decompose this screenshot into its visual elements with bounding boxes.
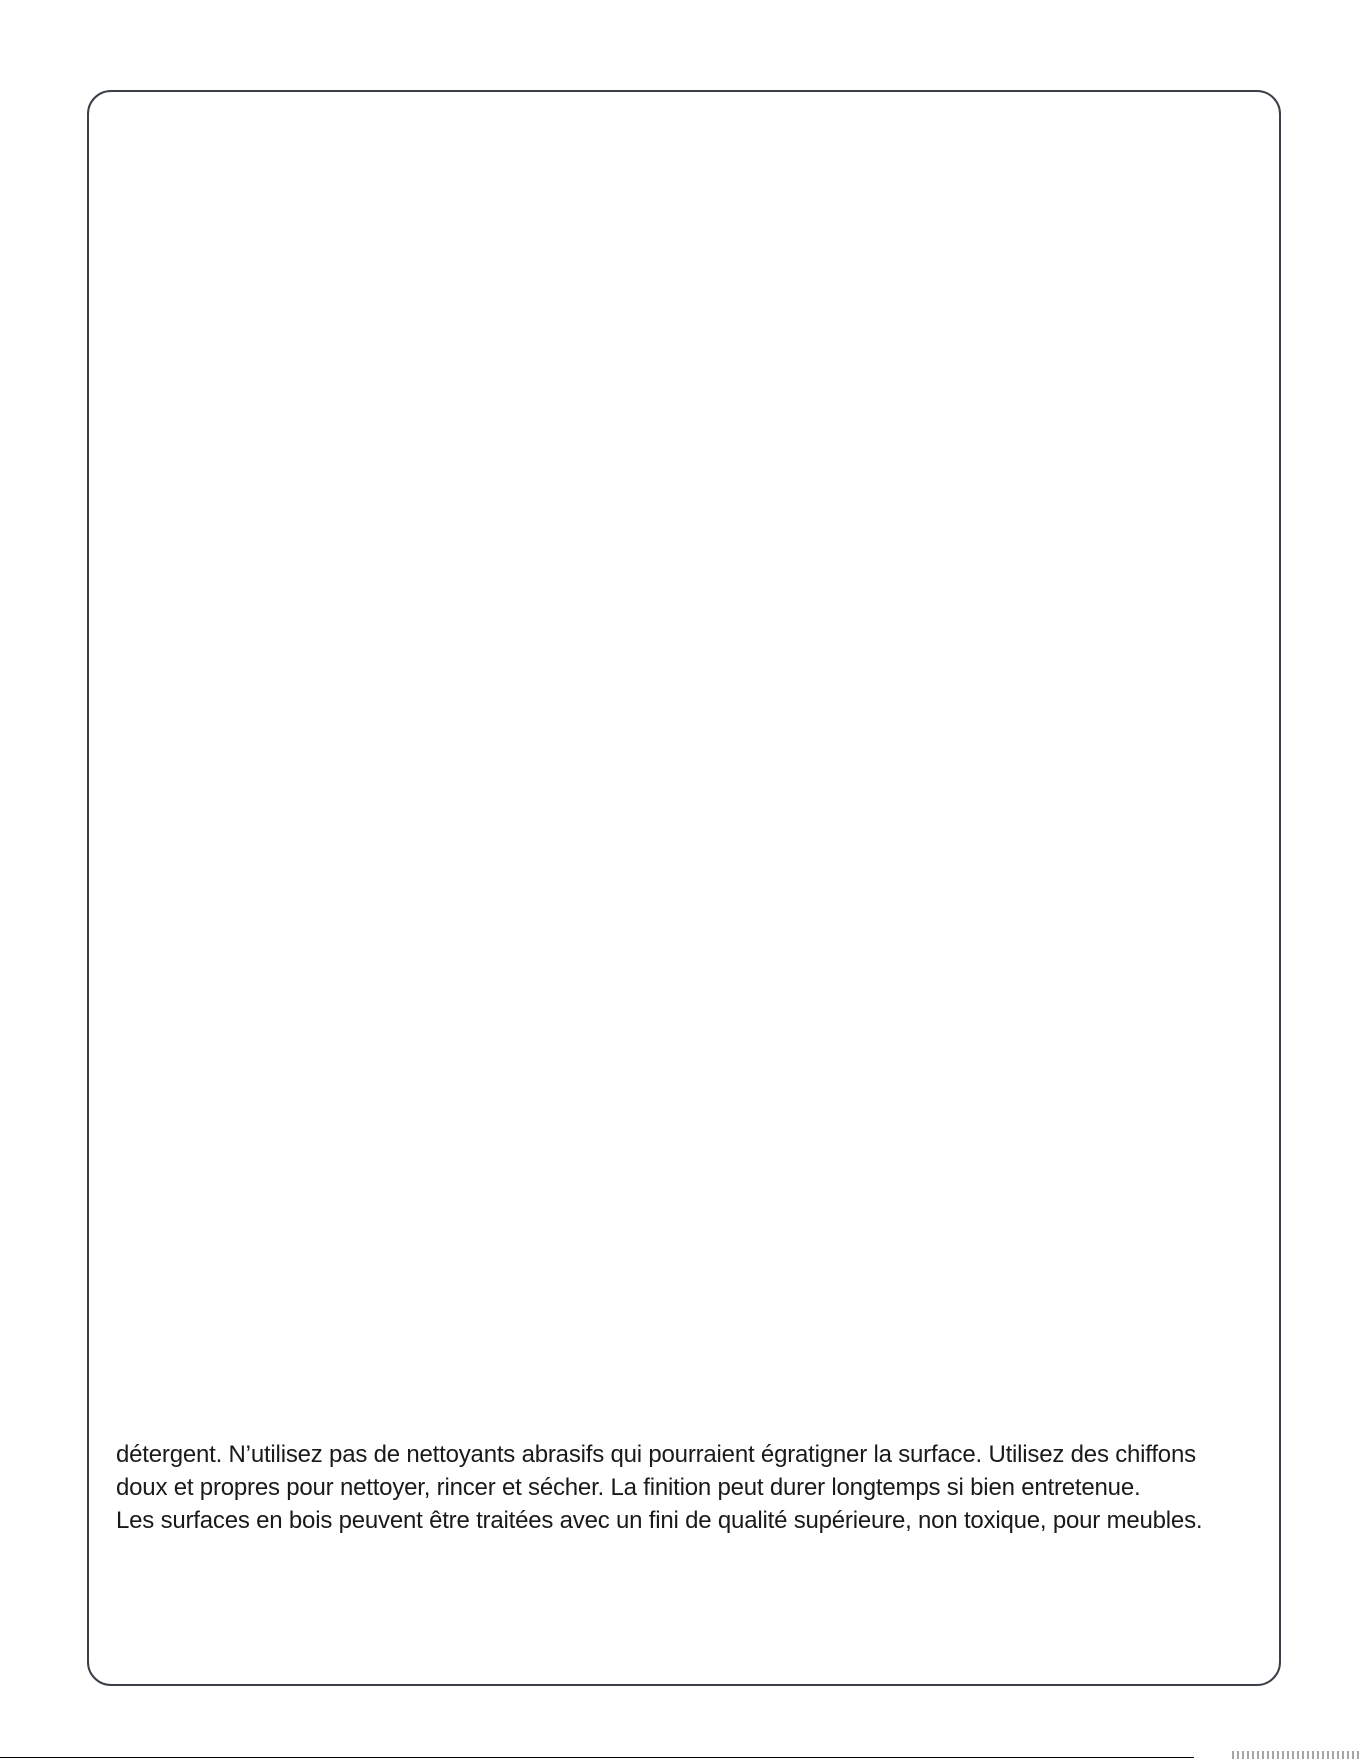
paragraph-line-2: doux et propres pour nettoyer, rincer et sécher. La finition peut durer longtemps si bien entretenue.	[116, 1474, 1141, 1501]
paragraph-line-3: Les surfaces en bois peuvent être traitées avec un fini de qualité supérieure, non toxique, pour meubles.	[116, 1507, 1203, 1534]
bottom-edge-rule	[0, 1757, 1194, 1758]
care-instructions-paragraph	[116, 1438, 1276, 1537]
printer-crop-mark	[1232, 1751, 1360, 1759]
paragraph-line-1: détergent. N’utilisez pas de nettoyants abrasifs qui pourraient égratigner la surface. Utilisez des chiffons	[116, 1441, 1196, 1468]
